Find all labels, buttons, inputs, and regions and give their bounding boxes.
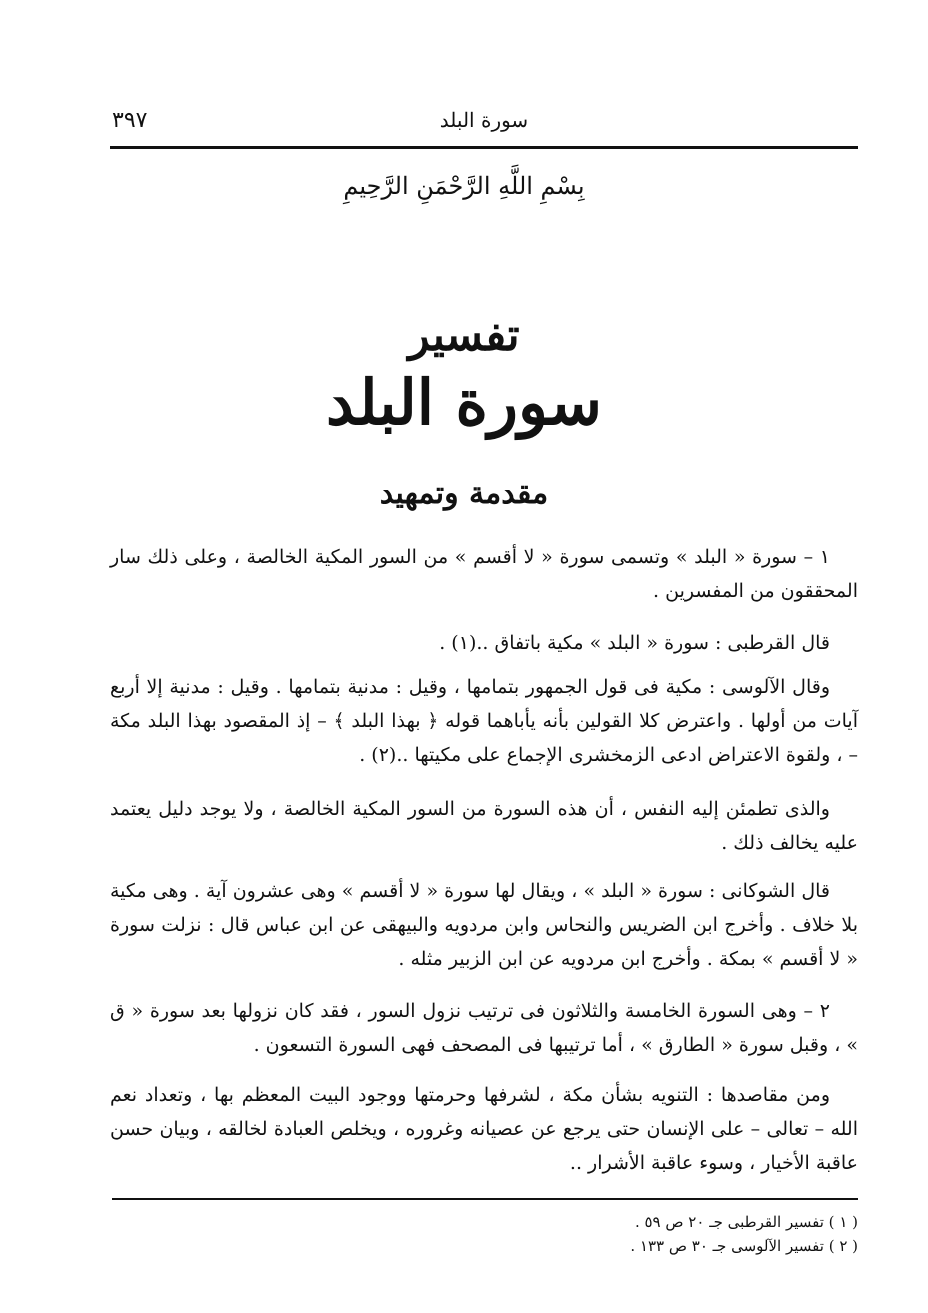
paragraph-1: ١ – سورة « البلد » وتسمى سورة « لا أقسم » من السور المكية الخالصة ، وعلى ذلك سار المحققون من المفسرين . xyxy=(110,546,858,602)
paragraph-5: قال الشوكانى : سورة « البلد » ، ويقال لها سورة « لا أقسم » وهى عشرون آية . وهى مكية بلا خلاف . وأخرج ابن الضريس والنحاس وابن مردويه والبيهقى عن ابن عباس قال : نزلت سورة « لا أقسم » بمكة . وأخرج ابن مردويه عن ابن الزبير مثله . xyxy=(110,880,858,970)
page-number: ٣٩٧ xyxy=(112,108,148,133)
paragraph-2: قال القرطبى : سورة « البلد » مكية باتفاق ..(١) . xyxy=(439,632,830,654)
body-text-2 xyxy=(110,626,858,660)
body-text-6 xyxy=(110,994,858,1062)
paragraph-6: ٢ – وهى السورة الخامسة والثلاثون فى ترتيب نزول السور ، فقد كان نزولها بعد سورة « ق » ، وقبل سورة « الطارق » ، أما ترتيبها فى المصحف فهى السورة التسعون . xyxy=(110,1000,858,1056)
footnote-2: ( ٢ ) تفسير الآلوسى جـ ٣٠ ص ١٣٣ . xyxy=(630,1237,858,1255)
body-text-7 xyxy=(110,1078,858,1180)
title-surah: سورة البلد xyxy=(326,366,602,439)
paragraph-7: ومن مقاصدها : التنويه بشأن مكة ، لشرفها وحرمتها ووجود البيت المعظم بها ، وتعداد نعم الله – تعالى – على الإنسان حتى يرجع عن عصيانه وغروره ، ويخلص العبادة لخالقه ، وبيان حسن عاقبة الأخيار ، وسوء عاقبة الأشرار .. xyxy=(110,1084,858,1174)
paragraph-3: وقال الآلوسى : مكية فى قول الجمهور بتمامها ، وقيل : مدنية بتمامها . وقيل : مدنية إلا أربع آيات من أولها . واعترض كلا القولين بأنه يأباهما قوله ﴿ بهذا البلد ﴾ – إذ المقصود بهذا البلد مكة – ، ولقوة الاعتراض ادعى الزمخشرى الإجماع على مكيتها ..(٢) . xyxy=(110,676,858,766)
basmala: بِسْمِ اللَّهِ الرَّحْمَنِ الرَّحِيمِ xyxy=(343,172,585,200)
title-tafsir: تفسير xyxy=(408,310,520,361)
body-text-5 xyxy=(110,874,858,976)
body-text xyxy=(110,540,858,608)
page-header xyxy=(112,108,856,148)
running-title: سورة البلد xyxy=(439,108,529,132)
header-rule xyxy=(110,146,858,149)
section-heading: مقدمة وتمهيد xyxy=(379,476,549,511)
body-text-3 xyxy=(110,670,858,772)
footnote-1: ( ١ ) تفسير القرطبى جـ ٢٠ ص ٥٩ . xyxy=(634,1213,858,1231)
body-text-4 xyxy=(110,792,858,860)
footnote-rule xyxy=(112,1198,858,1200)
paragraph-4: والذى تطمئن إليه النفس ، أن هذه السورة من السور المكية الخالصة ، ولا يوجد دليل يعتمد عليه يخالف ذلك . xyxy=(110,798,858,854)
footnotes xyxy=(558,1210,858,1258)
